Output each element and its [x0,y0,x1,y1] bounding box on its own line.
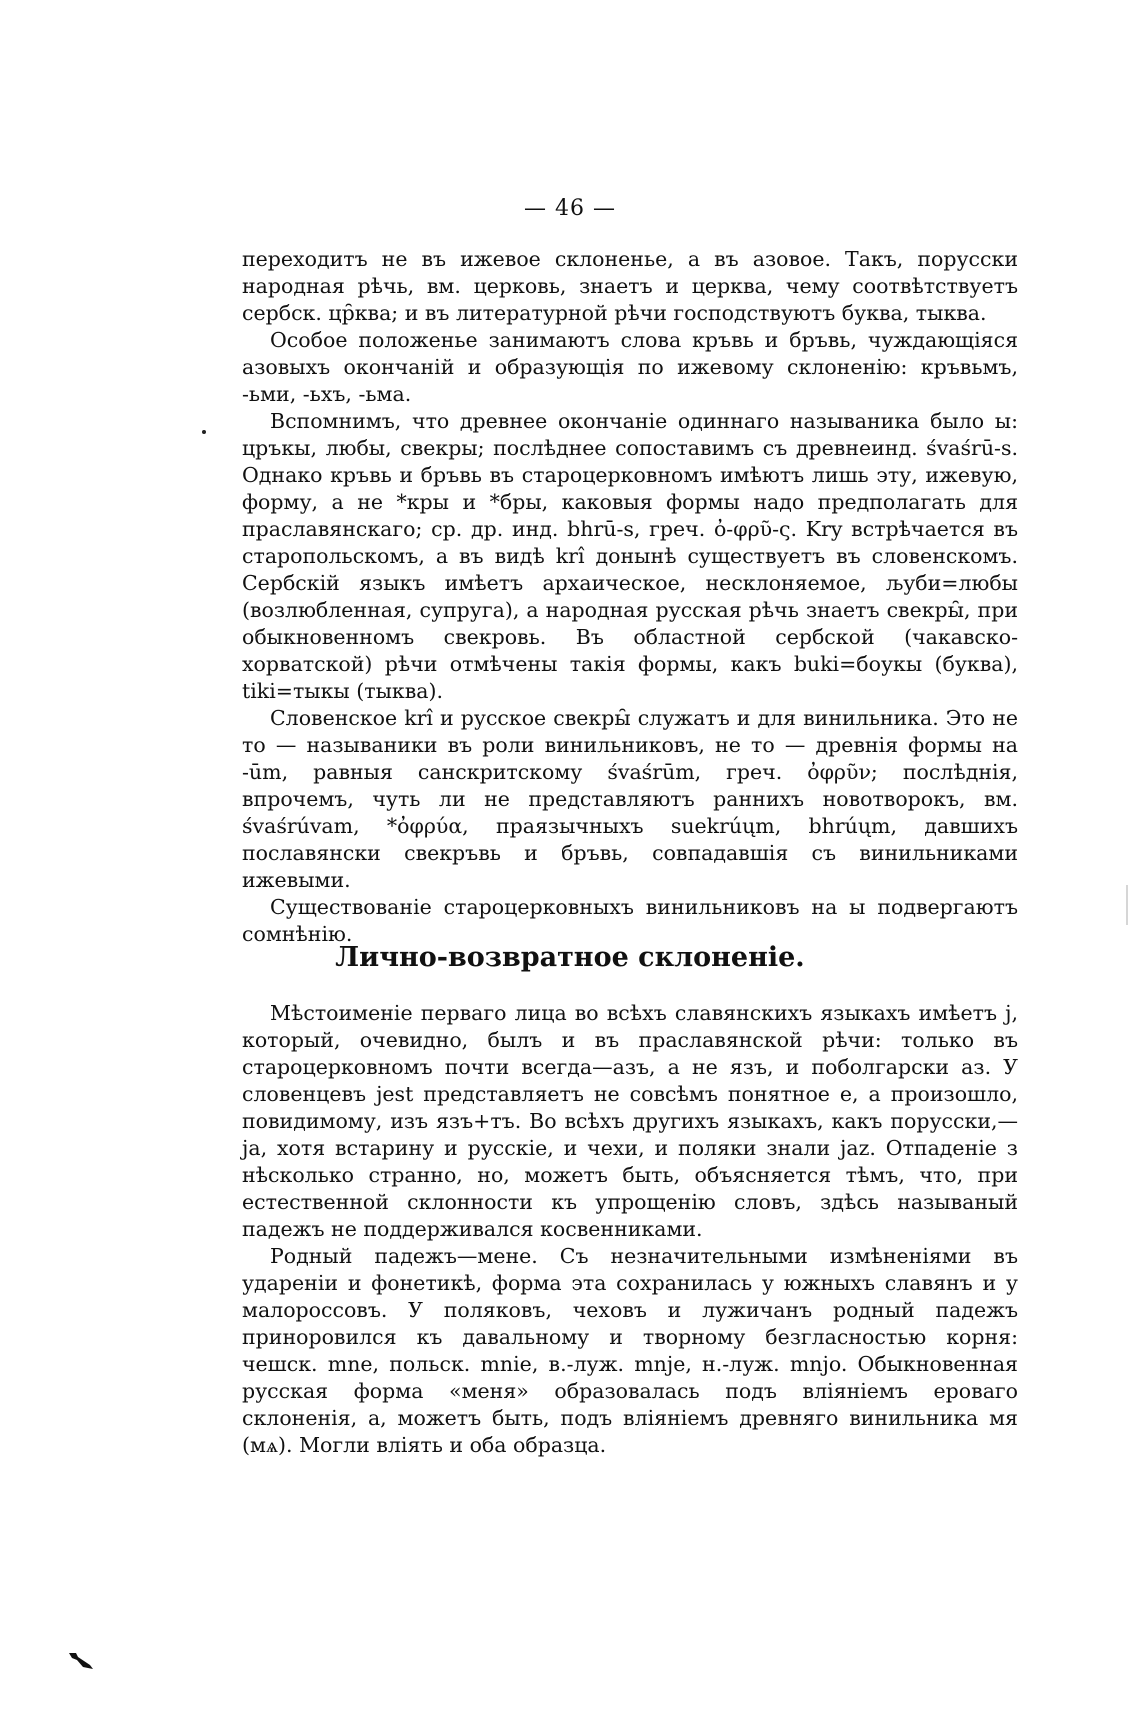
print-speck [202,430,206,434]
section-heading: Лично-возвратное склоненіе. [335,942,805,973]
paragraph: Существованіе староцерковныхъ винильниковъ на ы подвергаютъ сомнѣнію. [242,895,1018,946]
page-number: — 46 — [524,196,616,221]
paragraph: переходитъ не въ ижевое склоненье, а въ азовое. Такъ, порусски народная рѣчь, вм. церковь, знаетъ и церква, чему соотвѣтствуетъ сербск. цр̑ква; и въ литературной рѣчи господствуютъ буква, тыква. [242,247,1018,325]
corner-arrow-icon [68,1650,94,1670]
paragraph: Особое положенье занимаютъ слова кръвь и бръвь, чуждающіяся азовыхъ окончаній и образующія по ижевому склоненію: кръвьмъ, -ьми, -ьхъ, -ьма. [242,328,1018,406]
scan-edge-mark [1126,885,1128,925]
text-block-top [242,246,1018,948]
paragraph: Мѣстоименіе перваго лица во всѣхъ славянскихъ языкахъ имѣетъ j, который, очевидно, былъ и въ праславянской рѣчи: только въ староцерковномъ почти всегда—азъ, а не язъ, и поболгарски аз. У словенцевъ jest представляетъ не совсѣмъ понятное е, а произошло, повидимому, изъ язъ+тъ. Во всѣхъ другихъ языкахъ, какъ порусски,—ja, хотя встарину и русскіе, и чехи, и поляки знали jaz. Отпаденіе з нѣсколько странно, но, можетъ быть, объясняется тѣмъ, что, при естественной склонности къ упрощенію словъ, здѣсь называный падежъ не поддерживался косвенниками. [242,1001,1018,1241]
paragraph: Вспомнимъ, что древнее окончаніе одиннаго называника было ы: цръкы, любы, свекры; послѣднее сопоставимъ съ древнеинд. śvaśrū-s. Однако кръвь и бръвь въ староцерковномъ имѣютъ лишь эту, ижевую, форму, а не *кры и *бры, каковыя формы надо предполагать для праславянскаго; ср. др. инд. bhrū-s, греч. ὀ-φρῦ-ς. Kry встрѣчается въ старопольскомъ, а въ видѣ krî донынѣ существуетъ въ словенскомъ. Сербскій языкъ имѣетъ архаическое, несклоняемое, љуби=любы (возлюбленная, супруга), а народная русская рѣчь знаетъ свекры̑, при обыкновенномъ свекровь. Въ областной сербской (чакавско-хорватской) рѣчи отмѣчены такія формы, какъ buki=боукы (буква), tiki=тыкы (тыква). [242,409,1018,703]
paragraph: Родный падежъ—мене. Съ незначительными измѣненіями въ удареніи и фонетикѣ, форма эта сохранилась у южныхъ славянъ и у малороссовъ. У поляковъ, чеховъ и лужичанъ родный падежъ приноровился къ давальному и творному безгласностью корня: чешск. mne, польск. mnie, в.-луж. mnje, н.-луж. mnjo. Обыкновенная русская форма «меня» образовалась подъ вліяніемъ ероваго склоненія, а, можетъ быть, подъ вліяніемъ древняго винильника мя (мѧ). Могли влiять и оба образца. [242,1244,1018,1457]
paragraph: Словенское krî и русское свекры̑ служатъ и для винильника. Это не то — называники въ роли винильниковъ, не то — древнія формы на -ūm, равныя санскритскому śvaśrūm, греч. ὀφρῦν; послѣднія, впрочемъ, чуть ли не представляютъ раннихъ новотворокъ, вм. śvaśrúvam, *ὀφρύα, праязычныхъ suekrúųm, bhrúųm, давшихъ пославянски свекръвь и бръвь, совпадавшія съ винильниками ижевыми. [242,706,1018,892]
text-block-bottom [242,1000,1018,1459]
